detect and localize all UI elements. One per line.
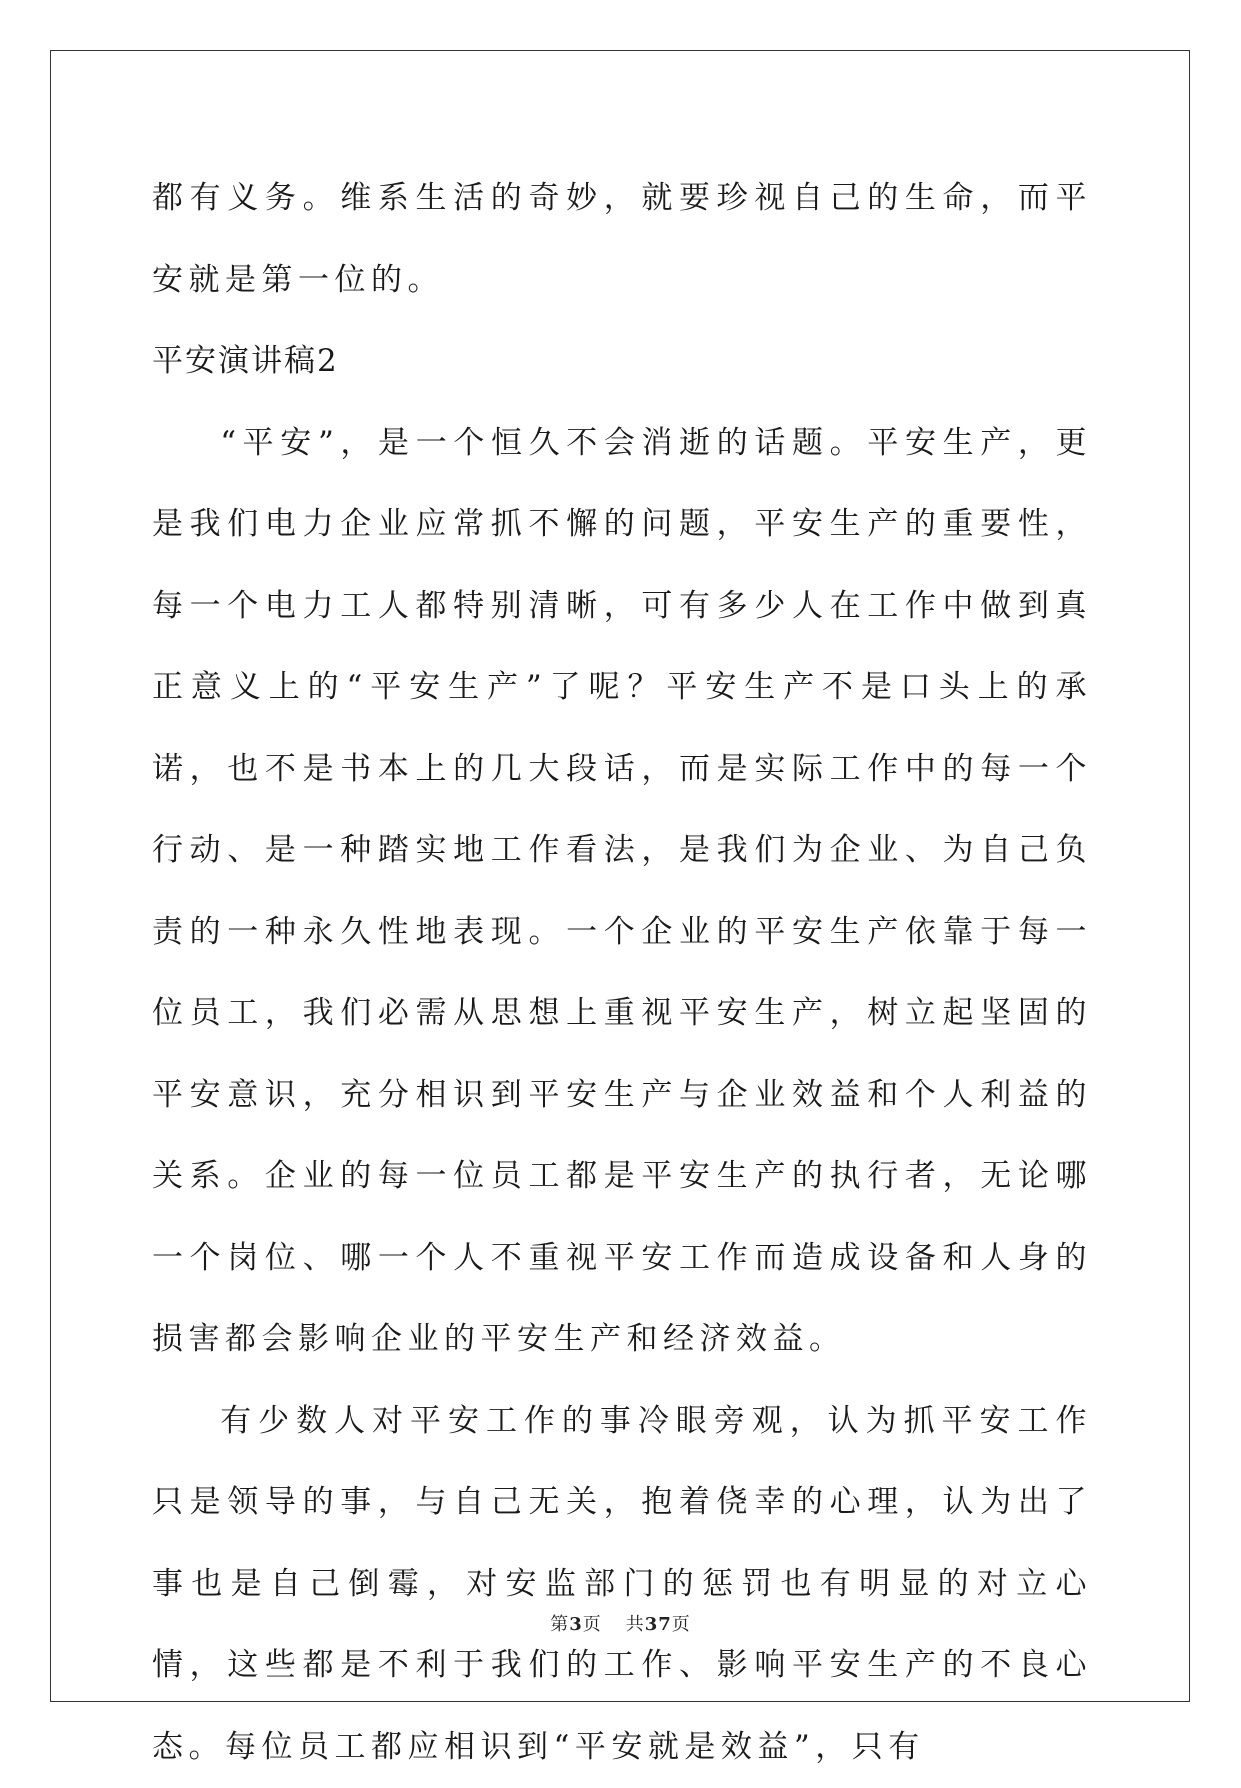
paragraph-continuation: 都有义务。维系生活的奇妙，就要珍视自己的生命，而平安就是第一位的。: [152, 158, 1092, 321]
page-footer: [0, 1610, 1241, 1636]
total-prefix: 共: [626, 1614, 645, 1635]
page-prefix: 第: [550, 1614, 569, 1635]
document-body: [152, 158, 1092, 1788]
page-suffix: 页: [583, 1614, 602, 1635]
page-number: 3: [569, 1614, 583, 1635]
total-pages: 37: [645, 1614, 672, 1635]
section-heading: 平安演讲稿2: [152, 321, 1092, 403]
paragraph-safety-production: “平安”，是一个恒久不会消逝的话题。平安生产，更是我们电力企业应常抓不懈的问题，平安生产的重要性，每一个电力工人都特别清晰，可有多少人在工作中做到真正意义上的“平安生产”了呢？平安生产不是口头上的承诺，也不是书本上的几大段话，而是实际工作中的每一个行动、是一种踏实地工作看法，是我们为企业、为自己负责的一种永久性地表现。一个企业的平安生产依靠于每一位员工，我们必需从思想上重视平安生产，树立起坚固的平安意识，充分相识到平安生产与企业效益和个人利益的关系。企业的每一位员工都是平安生产的执行者，无论哪一个岗位、哪一个人不重视平安工作而造成设备和人身的损害都会影响企业的平安生产和经济效益。: [152, 403, 1092, 1381]
paragraph-attitude: 有少数人对平安工作的事冷眼旁观，认为抓平安工作只是领导的事，与自己无关，抱着侥幸的心理，认为出了事也是自己倒霉，对安监部门的惩罚也有明显的对立心情，这些都是不利于我们的工作、影响平安生产的不良心态。每位员工都应相识到“平安就是效益”，只有: [152, 1381, 1092, 1788]
total-suffix: 页: [672, 1614, 691, 1635]
